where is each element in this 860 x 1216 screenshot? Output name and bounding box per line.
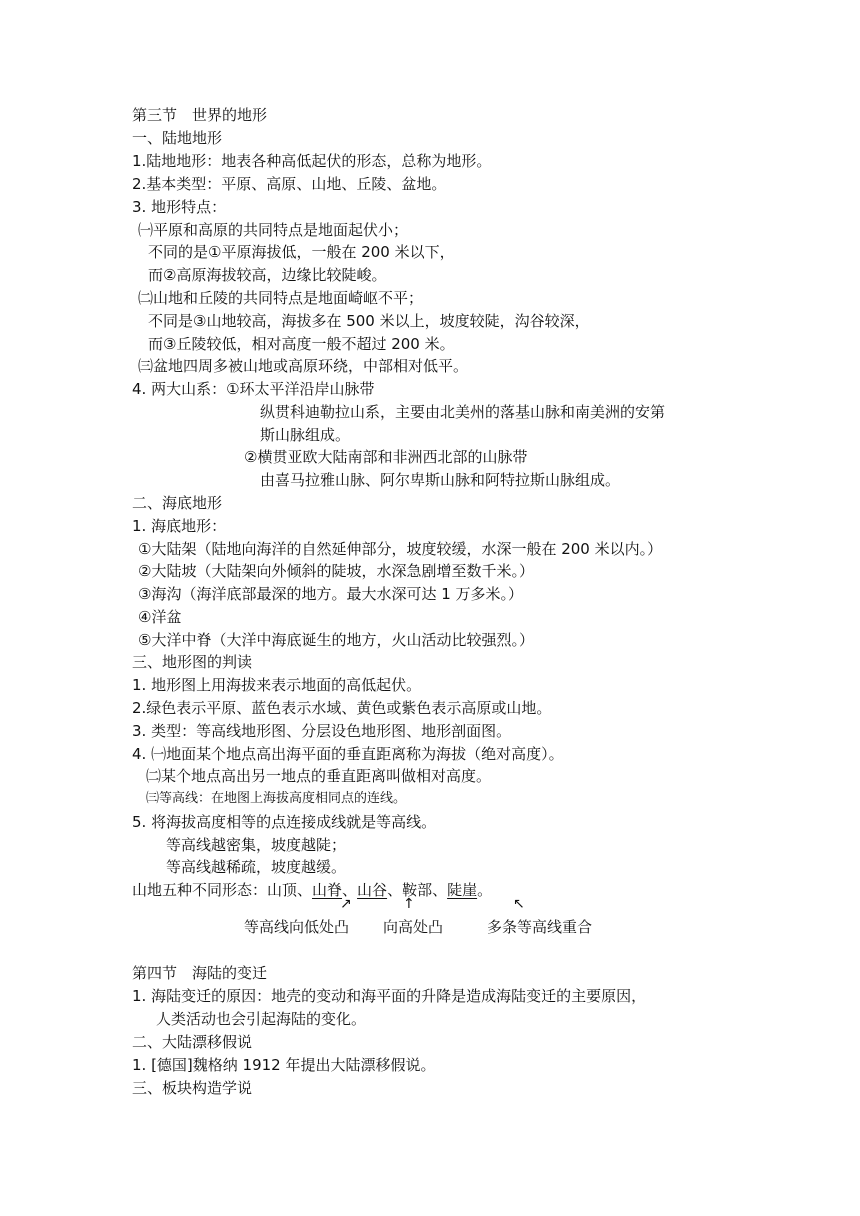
text-line: 等高线越稀疏，坡度越缓。 [166,858,347,876]
text-line: 2.绿色表示平原、蓝色表示水域、黄色或紫色表示高原或山地。 [132,699,552,717]
text-line: ④洋盆 [138,608,182,626]
text-line: ②横贯亚欧大陆南部和非洲西北部的山脉带 [244,448,528,466]
text-line: ①大陆架（陆地向海洋的自然延伸部分，坡度较缓，水深一般在 200 米以内。） [138,540,663,558]
part-heading: 三、地形图的判读 [132,653,253,671]
text-line: ㈢盆地四周多被山地或高原环绕，中部相对低平。 [138,357,469,375]
text-line: 1. 海底地形： [132,517,227,535]
text-line: ㈡山地和丘陵的共同特点是地面崎岖不平； [138,289,424,307]
text-line: 斯山脉组成。 [260,426,351,444]
text-line: 1. 海陆变迁的原因：地壳的变动和海平面的升降是造成海陆变迁的主要原因， [132,987,647,1005]
text-line: ②大陆坡（大陆架向外倾斜的陡坡，水深急剧增至数千米。） [138,562,534,580]
text-line: 不同是③山地较高，海拔多在 500 米以上，坡度较陡，沟谷较深， [148,312,590,330]
text-line: ⑤大洋中脊（大洋中海底诞生的地方，火山活动比较强烈。） [138,631,534,649]
text-line: 2.基本类型：平原、高原、山地、丘陵、盆地。 [132,175,447,193]
section-title: 第四节 海陆的变迁 [132,964,268,982]
text-line: 5. 将海拔高度相等的点连接成线就是等高线。 [132,813,437,831]
text-line: 而③丘陵较低，相对高度一般不超过 200 米。 [148,335,455,353]
text-line: 由喜马拉雅山脉、阿尔卑斯山脉和阿特拉斯山脉组成。 [260,471,621,489]
landform-ridge: 山脊 [312,881,343,899]
text-line: 1. 地形图上用海拔来表示地面的高低起伏。 [132,676,422,694]
text-line: 4. 两大山系：①环太平洋沿岸山脉带 [132,380,375,398]
text-line: 不同的是①平原海拔低，一般在 200 米以下， [148,243,455,261]
text-line: ③海沟（海洋底部最深的地方。最大水深可达 1 万多米。） [138,585,524,603]
part-heading: 三、板块构造学说 [132,1079,253,1097]
text-line: 纵贯科迪勒拉山系，主要由北美州的落基山脉和南美洲的安第 [260,403,666,421]
separator: 、鞍部、 [387,881,448,899]
separator: 、 [342,881,358,899]
arrow-up-right-icon: ↗ [340,896,352,912]
text-line: ㈡某个地点高出另一地点的垂直距离叫做相对高度。 [146,767,492,785]
text-line: 人类活动也会引起海陆的变化。 [156,1010,367,1028]
text-line: 1.陆地地形：地表各种高低起伏的形态，总称为地形。 [132,152,492,170]
text-line: 4. ㈠地面某个地点高出海平面的垂直距离称为海拔（绝对高度）。 [132,745,564,763]
part-heading: 二、海底地形 [132,494,223,512]
text-line: ㈠平原和高原的共同特点是地面起伏小； [138,221,409,239]
landform-types-line [132,879,492,901]
section-title: 第三节 世界的地形 [132,106,268,124]
landform-cliff: 陡崖 [447,881,478,899]
cliff-note: 多条等高线重合 [487,918,593,936]
text-line: ㈢等高线：在地图上海拔高度相同点的连线。 [146,791,407,806]
valley-note: 向高处凸 [383,918,444,936]
landform-prefix: 山地五种不同形态：山顶、 [132,881,313,899]
text-line: 而②高原海拔较高，边缘比较陡峻。 [148,266,387,284]
period: 。 [477,881,493,899]
text-line: 3. 类型：等高线地形图、分层设色地形图、地形剖面图。 [132,722,512,740]
part-heading: 一、陆地地形 [132,129,223,147]
arrow-up-icon: ↑ [403,896,415,912]
text-line: 3. 地形特点： [132,198,227,216]
ridge-note: 等高线向低处凸 [244,918,350,936]
arrow-up-left-icon: ↖ [513,896,525,912]
text-line: 1. [德国]魏格纳 1912 年提出大陆漂移假说。 [132,1056,436,1074]
landform-valley: 山谷 [357,881,388,899]
part-heading: 二、大陆漂移假说 [132,1033,253,1051]
text-line: 等高线越密集，坡度越陡； [166,836,347,854]
